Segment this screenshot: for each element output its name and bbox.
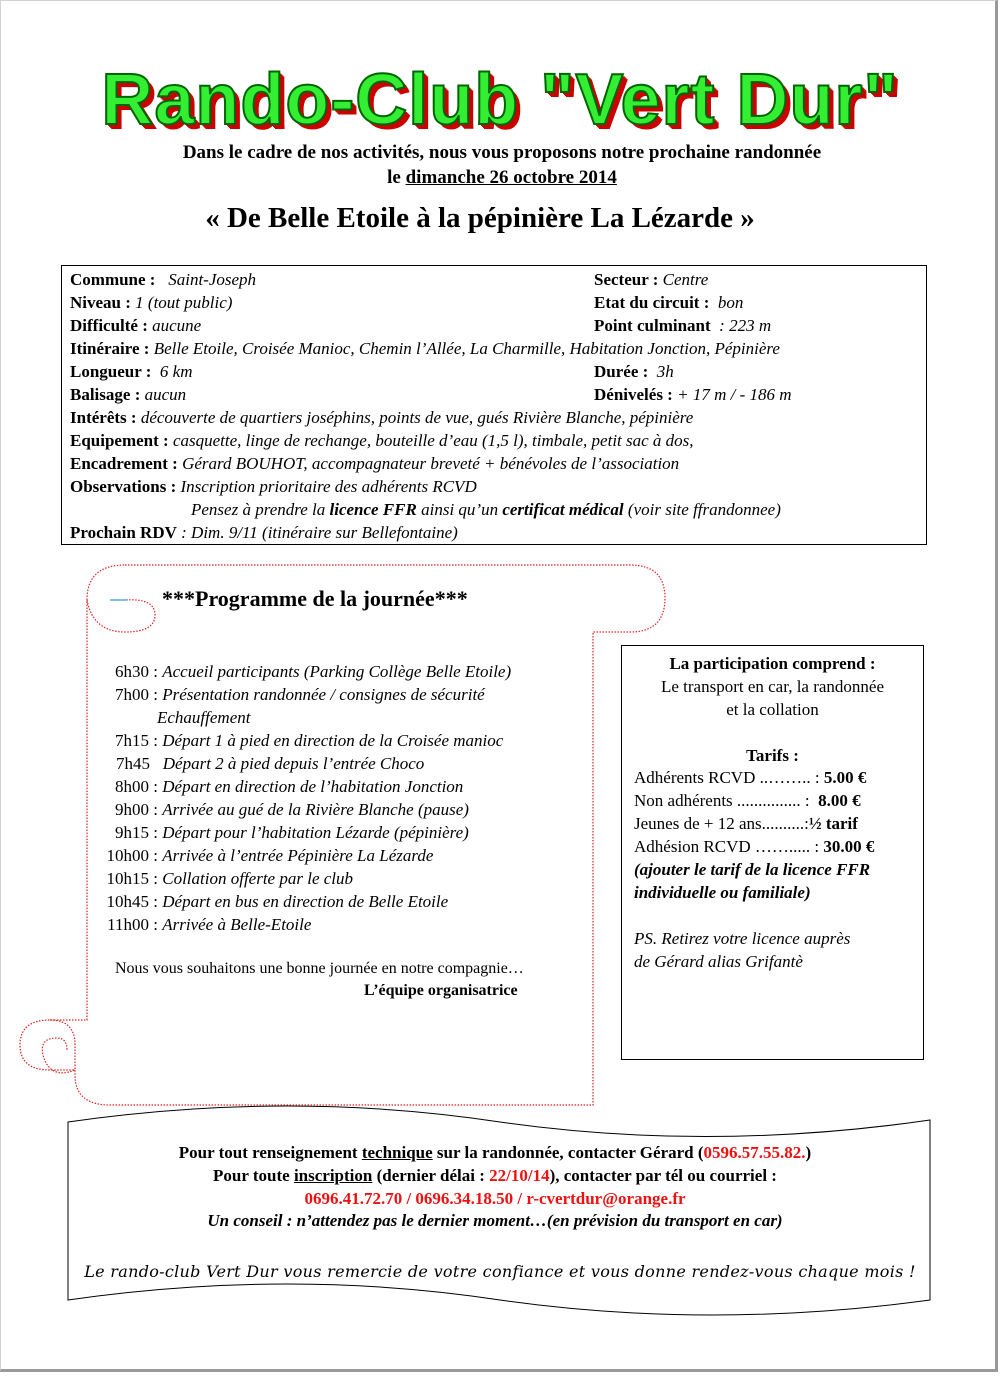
balisage-label: Balisage : [70, 385, 141, 404]
contact-advice: Un conseil : n’attendez pas le dernier moment…(en prévision du transport en car) [207, 1211, 783, 1230]
programme-title: ***Programme de la journée*** [162, 586, 468, 611]
encadrement-label: Encadrement : [70, 454, 178, 473]
obs-licence: licence FFR [329, 500, 417, 519]
obs-text-c: ainsi qu’un [416, 500, 503, 519]
price-row [634, 791, 861, 811]
list-item [90, 754, 424, 774]
list-item [90, 846, 433, 866]
programme-signature: L’équipe organisatrice [364, 982, 518, 999]
obs-text-e: (voir site ffrandonnee) [623, 500, 781, 519]
contact-text: (dernier délai : [372, 1166, 490, 1185]
price-value: 5.00 € [823, 768, 867, 787]
list-item [90, 823, 469, 843]
point-culminant-label: Point culminant [594, 316, 711, 335]
equipement-value: casquette, linge de rechange, bouteille d’eau (1,5 l), timbale, petit sac à dos, [172, 431, 694, 450]
price-row [634, 814, 858, 834]
intro-date-line [0, 167, 1004, 189]
secteur-value: Centre [662, 270, 709, 289]
contact-text: Pour tout renseignement [178, 1143, 362, 1162]
observations-note [191, 500, 781, 520]
item-time: 9h00 : [115, 800, 158, 819]
price-row [634, 768, 866, 788]
pricing-box [621, 645, 924, 1060]
item-text: Départ en direction de l’habitation Jonction [162, 777, 464, 796]
contact-banner-frame [60, 1100, 940, 1320]
contact-inscription: inscription [293, 1166, 373, 1185]
niveau-label: Niveau : [70, 293, 131, 312]
longueur-value: 6 km [159, 362, 193, 381]
observations-label: Observations : [70, 477, 177, 496]
item-text: Arrivée au gué de la Rivière Blanche (pause) [162, 800, 469, 819]
pricing-ps2: de Gérard alias Grifantè [634, 952, 803, 971]
item-time: 7h45 [116, 754, 150, 773]
item-time: 9h15 : [115, 823, 158, 842]
item-text: Echauffement [157, 708, 251, 727]
contact-text: sur la randonnée, contacter Gérard ( [432, 1143, 704, 1162]
hike-info-box [61, 265, 927, 545]
tarifs-label: Tarifs : [746, 746, 799, 765]
programme-wish: Nous vous souhaitons une bonne journée en notre compagnie… [115, 960, 524, 977]
commune-label: Commune : [70, 270, 156, 289]
equipement-label: Equipement : [70, 431, 169, 450]
obs-certificat: certificat médical [502, 500, 624, 519]
pricing-line1: Le transport en car, la randonnée [660, 677, 885, 696]
pricing-note2: individuelle ou familiale) [634, 883, 811, 902]
hike-title: « De Belle Etoile à la pépinière La Lézarde » [205, 202, 755, 234]
niveau-value: 1 (tout public) [135, 293, 233, 312]
item-text: Collation offerte par le club [162, 869, 354, 888]
etat-value: bon [717, 293, 744, 312]
contact-text: ), contacter par tél ou courriel : [549, 1166, 777, 1185]
contact-technique: technique [361, 1143, 433, 1162]
item-time: 11h00 : [107, 915, 158, 934]
list-item [90, 731, 503, 751]
item-time: 7h00 : [115, 685, 158, 704]
intro-line: Dans le cadre de nos activités, nous vous proposons notre prochaine randonnée [182, 142, 822, 163]
etat-label: Etat du circuit : [594, 293, 710, 312]
contact-text: ) [805, 1143, 812, 1162]
interets-value: découverte de quartiers joséphins, points de vue, gués Rivière Blanche, pépinière [140, 408, 694, 427]
price-value: 30.00 € [823, 837, 875, 856]
item-text: Présentation randonnée / consignes de sécurité [162, 685, 485, 704]
price-label: Jeunes de + 12 ans..........: [634, 814, 809, 833]
item-time: 8h00 : [115, 777, 158, 796]
pricing-line2: et la collation [726, 700, 819, 719]
price-value: ½ tarif [808, 814, 858, 833]
commune-value: Saint-Joseph [168, 270, 257, 289]
contact-line-technique [85, 1143, 905, 1163]
list-item [157, 708, 250, 728]
contact-phone-gerard: 0596.57.55.82. [703, 1143, 806, 1162]
list-item [90, 800, 469, 820]
list-item [90, 915, 311, 935]
deniveles-label: Dénivelés : [594, 385, 673, 404]
pricing-note1: (ajouter le tarif de la licence FFR [634, 860, 871, 879]
point-culminant-value: : 223 m [719, 316, 772, 335]
item-time: 10h45 : [106, 892, 158, 911]
encadrement-value: Gérard BOUHOT, accompagnateur breveté + bénévoles de l’association [182, 454, 680, 473]
item-text: Départ 1 à pied en direction de la Croisée manioc [162, 731, 504, 750]
list-item [90, 892, 448, 912]
item-text: Départ en bus en direction de Belle Etoile [162, 892, 449, 911]
contact-line-inscription [85, 1166, 905, 1186]
list-item [90, 777, 463, 797]
duree-label: Durée : [594, 362, 649, 381]
list-item [90, 869, 353, 889]
programme-list [90, 662, 590, 942]
rdv-value: : Dim. 9/11 (itinéraire sur Bellefontaine) [181, 523, 458, 542]
difficulte-value: aucune [152, 316, 202, 335]
rdv-label: Prochain RDV [70, 523, 177, 542]
observations-value: Inscription prioritaire des adhérents RCVD [180, 477, 477, 496]
intro-prefix: le [387, 167, 406, 188]
list-item [90, 662, 511, 682]
item-text: Départ 2 à pied depuis l’entrée Choco [162, 754, 425, 773]
obs-text-a: Pensez à prendre la [191, 500, 330, 519]
price-value: 8.00 € [818, 791, 861, 810]
hike-date: dimanche 26 octobre 2014 [405, 167, 617, 188]
itineraire-label: Itinéraire : [70, 339, 150, 358]
item-time: 7h15 : [115, 731, 158, 750]
interets-label: Intérêts : [70, 408, 137, 427]
balisage-value: aucun [144, 385, 187, 404]
difficulte-label: Difficulté : [70, 316, 148, 335]
pricing-heading: La participation comprend : [669, 654, 876, 673]
deniveles-value: + 17 m / - 186 m [677, 385, 792, 404]
closing-message: Le rando-club Vert Dur vous remercie de votre confiance et vous donne rendez-vous chaque mois ! [84, 1262, 916, 1281]
club-title: Rando-Club "Vert Dur" [101, 60, 899, 140]
contact-deadline: 22/10/14 [489, 1166, 550, 1185]
duree-value: 3h [656, 362, 674, 381]
price-row [634, 837, 874, 857]
longueur-label: Longueur : [70, 362, 152, 381]
item-time: 10h00 : [106, 846, 158, 865]
contact-phones-email: 0696.41.72.70 / 0696.34.18.50 / r-cvertdur@orange.fr [304, 1189, 686, 1208]
pricing-ps1: PS. Retirez votre licence auprès [634, 929, 851, 948]
item-time: 6h30 : [115, 662, 158, 681]
list-item [90, 685, 485, 705]
price-label: Non adhérents ............... : [634, 791, 810, 810]
item-text: Arrivée à l’entrée Pépinière La Lézarde [162, 846, 434, 865]
item-text: Accueil participants (Parking Collège Belle Etoile) [162, 662, 512, 681]
item-text: Départ pour l’habitation Lézarde (pépinière) [162, 823, 469, 842]
price-label: Adhésion RCVD ……..... : [634, 837, 820, 856]
price-label: Adhérents RCVD ..…….. : [634, 768, 820, 787]
contact-text: Pour toute [213, 1166, 294, 1185]
item-time: 10h15 : [106, 869, 158, 888]
itineraire-value: Belle Etoile, Croisée Manioc, Chemin l’Allée, La Charmille, Habitation Jonction, Pépinière [153, 339, 780, 358]
item-text: Arrivée à Belle-Etoile [162, 915, 312, 934]
secteur-label: Secteur : [594, 270, 659, 289]
